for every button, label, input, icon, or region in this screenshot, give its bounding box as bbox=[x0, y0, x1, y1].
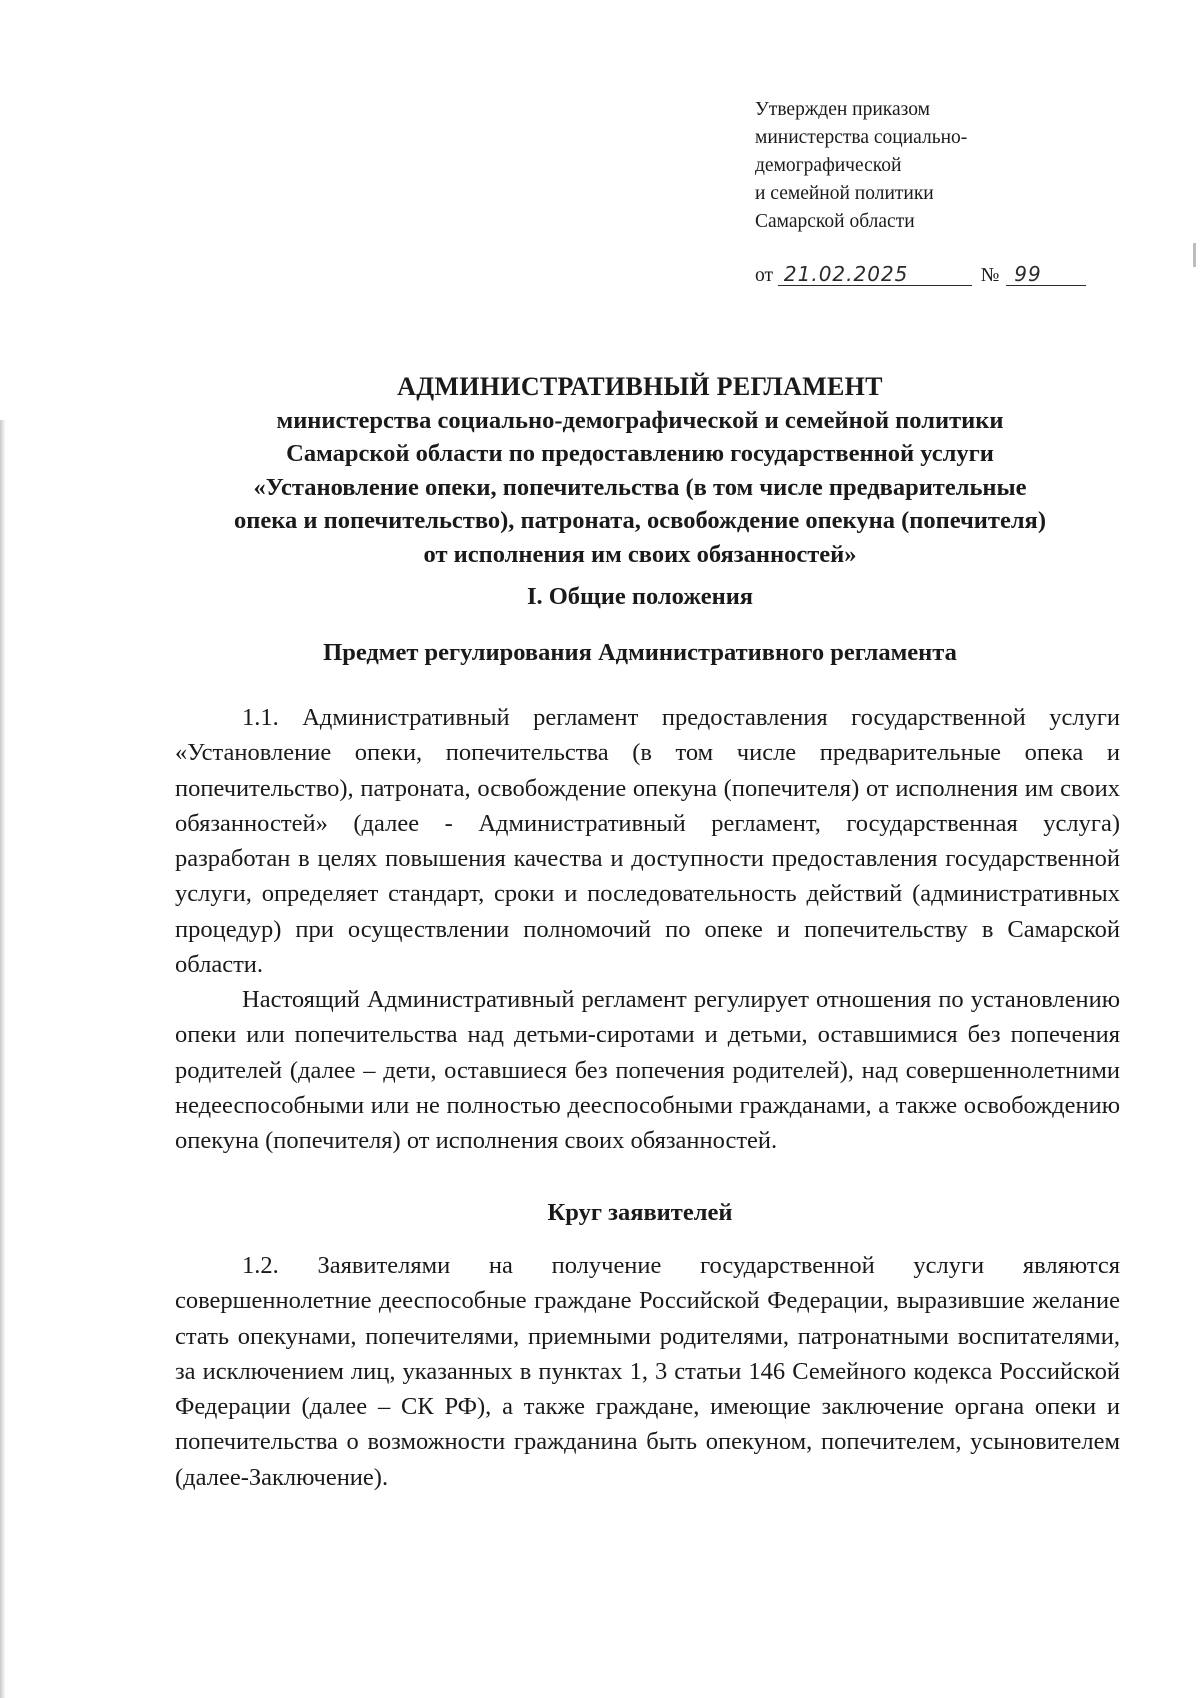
handwritten-number: 99 bbox=[1006, 263, 1086, 286]
order-date-number bbox=[755, 262, 1086, 290]
document-title bbox=[160, 370, 1120, 571]
paragraph-1-1-cont: Настоящий Административный регламент регулирует отношения по установлению опеки или попечительства над детьми-сиротами и детьми, оставшимися без попечения родителей (далее – дети, оставшиеся без попечения родителей), над совершеннолетними недееспособными или не полностью дееспособными гражданами, а также освобождению опекуна (попечителя) от исполнения своих обязанностей. bbox=[175, 986, 1120, 1155]
title-line: министерства социально-демографической и семейной политики bbox=[276, 406, 1004, 434]
subsection-heading-subject: Предмет регулирования Административного регламента bbox=[323, 639, 957, 666]
paragraph-1-1: 1.1. Административный регламент предоставления государственной услуги «Установление опеки, попечительства (в том числе предварительные опека и попечительство), патроната, освобождение опекуна (попечителя) от исполнения им своих обязанностей» (далее - Административный регламент, государственная услуга) разработан в целях повышения качества и доступности предоставления государственной услуги, определяет стандарт, сроки и последовательность действий (административных процедур) при осуществлении полномочий по опеке и попечительству в Самарской области. bbox=[175, 704, 1120, 979]
approval-stamp-block bbox=[755, 96, 1135, 236]
handwritten-date: 21.02.2025 bbox=[778, 263, 972, 286]
approval-line: Утвержден приказом bbox=[755, 99, 930, 120]
scan-edge-shadow bbox=[0, 420, 6, 1698]
approval-line: Самарской области bbox=[755, 211, 915, 232]
page-title: АДМИНИСТРАТИВНЫЙ РЕГЛАМЕНТ bbox=[397, 372, 883, 401]
title-line: опека и попечительство), патроната, освобождение опекуна (попечителя) bbox=[234, 507, 1046, 534]
section-heading-general: I. Общие положения bbox=[526, 583, 754, 610]
title-line: от исполнения им своих обязанностей» bbox=[423, 540, 857, 568]
title-line: «Установление опеки, попечительства (в том числе предварительные bbox=[253, 473, 1027, 501]
approval-line: министерства социально- bbox=[755, 127, 968, 148]
number-label: № bbox=[980, 265, 1000, 286]
title-line: Самарской области по предоставлению государственной услуги bbox=[286, 440, 994, 467]
subsection-heading-applicants: Круг заявителей bbox=[547, 1199, 733, 1226]
from-label: от bbox=[755, 265, 774, 286]
paragraph-1-2: 1.2. Заявителями на получение государственной услуги являются совершеннолетние дееспособные граждане Российской Федерации, выразившие желание стать опекунами, попечителями, приемными родителями, патронатными воспитателями, за исключением лиц, указанных в пунктах 1, 3 статьи 146 Семейного кодекса Российской Федерации (далее – СК РФ), а также граждане, имеющие заключение органа опеки и попечительства о возможности гражданина быть опекуном, попечителем, усыновителем (далее-Заключение). bbox=[175, 1252, 1120, 1491]
approval-line: и семейной политики bbox=[755, 183, 934, 204]
approval-line: демографической bbox=[755, 155, 902, 176]
scan-mark bbox=[1193, 243, 1196, 267]
